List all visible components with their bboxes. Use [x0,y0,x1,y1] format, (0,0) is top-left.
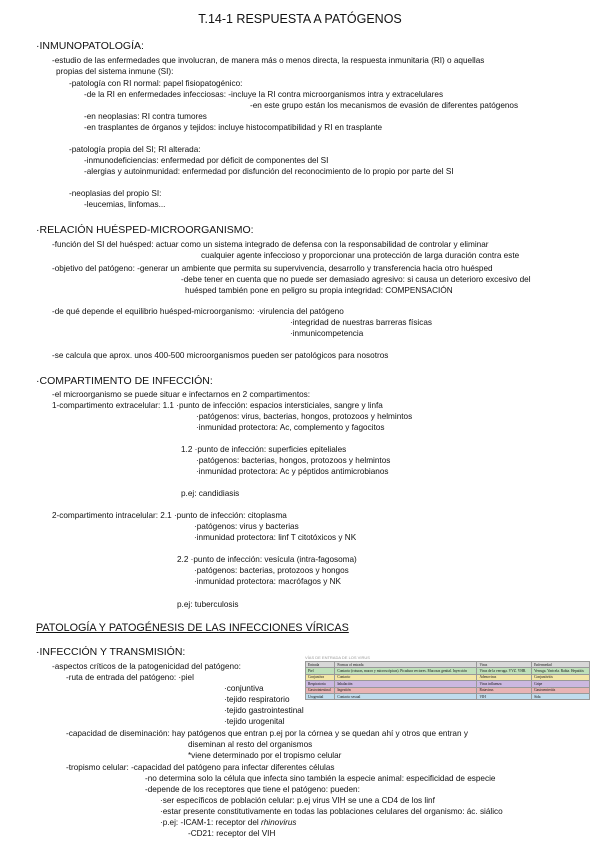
table-cell: Contacto [335,674,477,680]
text-line: ·tejido gastrointestinal [224,706,304,715]
text-line: -objetivo del patógeno: -generar un ambiente que permita su supervivencia, desarrollo y transferencia hacia otro huésped [52,264,493,273]
table-cell: Adenovirus [477,674,532,680]
entry-routes-table [305,655,590,700]
section-title-viricas: PATOLOGÍA Y PATOGÉNESIS DE LAS INFECCIONES VÍRICAS [36,622,349,634]
table-cell: Conjuntiva [306,674,335,680]
table-cell: VIH [477,694,532,700]
text-line: ·tejido respiratorio [224,695,290,704]
text-line: -capacidad de diseminación: hay patógenos que entran p.ej por la córnea y se quedan ahí y otros que entran y [66,729,468,738]
table-cell: Rotavirus [477,687,532,693]
text-line: -el microorganismo se puede situar e infectarnos en 2 compartimentos: [52,390,311,399]
table-cell: Respiratoria [306,681,335,687]
table-cell: Conjuntivitis [532,674,590,680]
text-line: -patología propia del SI; RI alterada: [69,145,201,154]
table-row [306,694,590,700]
text-line: 1-compartimento extracelular: 1.1 ·punto de infección: espacios intersticiales, sangre y linfa [52,401,383,410]
text-line: p.ej: candidiasis [181,489,240,498]
text-line: p.ej: tuberculosis [177,600,239,609]
text-line: ·integridad de nuestras barreras físicas [290,318,432,327]
text-line: -no determina solo la célula que infecta sino también la especie animal: especificidad de especie [145,774,496,783]
text-line: -debe tener en cuenta que no puede ser demasiado agresivo: si causa un deterioro excesivo del [181,275,531,284]
text-line: -inmunodeficiencias: enfermedad por déficit de componentes del SI [84,156,329,165]
text-line: propias del sistema inmune (SI): [56,67,174,76]
text-line: -en este grupo están los mecanismos de evasión de diferentes patógenos [250,101,519,110]
heading-infeccion-transmision: ·INFECCIÓN Y TRANSMISIÓN: [36,646,186,658]
text-line: ·patógenos: bacterias, protozoos y hongos [194,566,349,575]
text-line: ·inmunidad protectora: Ac, complemento y fagocitos [196,423,385,432]
text-line: -patología con RI normal: papel fisiopatogénico: [69,79,243,88]
text-line: ·estar presente constitutivamente en todas las poblaciones celulares del organismo: ác. siálico [160,807,503,816]
text-line: ·patógenos: virus y bacterias [194,522,299,531]
table-cell: Piel [306,668,335,674]
table-cell: Virus influenza [477,681,532,687]
text-line: diseminan al resto del organismos [188,740,313,749]
table [305,661,590,700]
text-line: -depende de los receptores que tiene el patógeno: pueden: [145,785,360,794]
text-line: -de la RI en enfermedades infecciosas: -incluye la RI contra microorganismos intra y extracelulares [84,90,444,99]
table-cell: Gripe [532,681,590,687]
table-cell: Contacto (roturas, macro y microscópicas). Picadura vectores. Mucosas genital. Inyección [335,668,477,674]
table-cell: Virus de la verruga. VVZ. VHB. [477,668,532,674]
text-line: ·inmunidad protectora: linf T citotóxicos y NK [194,533,357,542]
page-title: T.14-1 RESPUESTA A PATÓGENOS [198,12,402,26]
text-fragment: ·p.ej: -ICAM-1: receptor del [160,818,262,827]
table-cell: Verruga. Varicela. Rabia. Hepatitis [532,668,590,674]
italic-term: rhinovirus [261,818,297,827]
text-line: -en neoplasias: RI contra tumores [84,112,207,121]
text-line: *viene determinado por el tropismo celular [188,751,342,760]
table-header-cell: Formas of entrada [335,662,477,668]
heading-relacion: ·RELACIÓN HUÉSPED-MICROORGANISMO: [36,224,254,236]
text-line: ·inmunicompetencia [290,329,364,338]
table-header-cell: Enfermedad [532,662,590,668]
text-line: 1.2 ·punto de infección: superficies epiteliales [181,445,347,454]
text-line: -ruta de entrada del patógeno: ·piel [66,673,194,682]
text-line: ·tejido urogenital [224,717,285,726]
text-line: -estudio de las enfermedades que involucran, de manera más o menos directa, la respuesta inmunitaria (RI) o aquellas [52,56,485,65]
text-line: ·inmunidad protectora: Ac y péptidos antimicrobianos [196,467,389,476]
text-line [160,818,297,828]
text-line: -aspectos críticos de la patogenicidad del patógeno: [52,662,241,671]
text-line: -de qué depende el equilibrio huésped-microorganismo: ·virulencia del patógeno [52,307,344,316]
text-line: ·patógenos: bacterias, hongos, protozoos y helmintos [196,456,391,465]
text-line: ·patógenos: virus, bacterias, hongos, protozoos y helmintos [196,412,413,421]
text-line: -se calcula que aprox. unos 400-500 microorganismos pueden ser patológicos para nosotros [52,351,389,360]
table-cell: Gastroenteritis [532,687,590,693]
text-line: -en trasplantes de órganos y tejidos: incluye histocompatibilidad y RI en trasplante [84,123,383,132]
text-line: ·ser específicos de población celular: p.ej virus VIH se une a CD4 de los linf [160,796,435,805]
text-line: -alergias y autoinmunidad: enfermedad por disfunción del reconocimiento de lo propio por parte del SI [84,167,454,176]
text-line: 2-compartimento intracelular: 2.1 ·punto de infección: citoplasma [52,511,287,520]
heading-inmunopatologia: ·INMUNOPATOLOGÍA: [36,40,144,52]
table-header-cell: Virus [477,662,532,668]
text-line: ·conjuntiva [224,684,264,693]
table-cell: Inhalación [335,681,477,687]
text-line: -leucemias, linfomas... [84,200,166,209]
table-caption: VÍAS DE ENTRADA DE LOS VIRUS [305,655,370,660]
table-header-cell: Entrada [306,662,335,668]
table-cell: Sida [532,694,590,700]
text-line: huésped también pone en peligro su propia integridad: COMPENSACIÓN [185,286,453,295]
text-line: -CD21: receptor del VIH [188,829,276,838]
text-line: ·inmunidad protectora: macrófagos y NK [194,577,341,586]
text-line: 2.2 ·punto de infección: vesícula (intra-fagosoma) [177,555,357,564]
text-line: cualquier agente infeccioso y proporcionar una protección de larga duración contra este [201,251,520,260]
text-line: -función del SI del huésped: actuar como un sistema integrado de defensa con la responsabilidad de controlar y eliminar [52,240,489,249]
table-cell: Urogenital [306,694,335,700]
heading-compartimento: ·COMPARTIMENTO DE INFECCIÓN: [36,375,213,387]
text-line: -tropismo celular: -capacidad del patógeno para infectar diferentes células [66,763,335,772]
table-cell: Ingestión [335,687,477,693]
text-line: -neoplasias del propio SI: [69,189,162,198]
table-cell: Contacto sexual [335,694,477,700]
table-cell: Gastrointestinal [306,687,335,693]
